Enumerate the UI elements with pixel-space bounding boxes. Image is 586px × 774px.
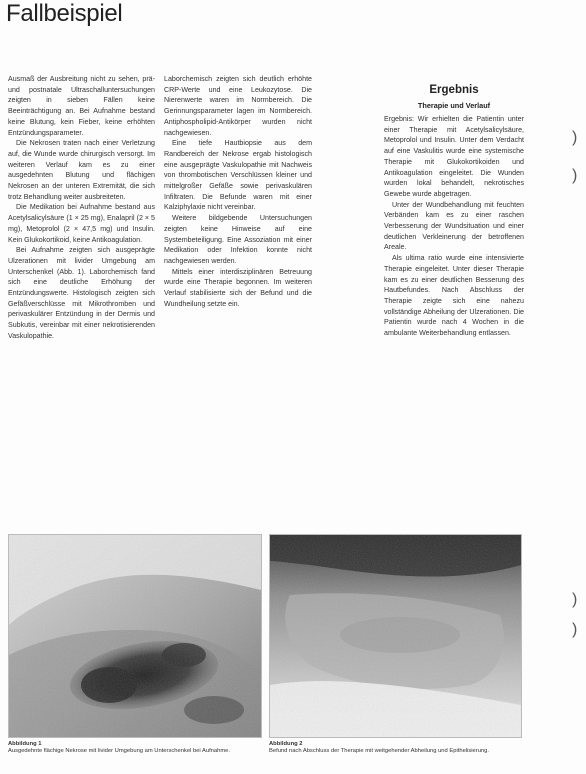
section-title: Fallbeispiel bbox=[6, 0, 123, 27]
paragraph: Ergebnis: Wir erhielten die Patientin unter einer Therapie mit Acetylsalicylsäure, Metoprolol und Insulin. Unter dem Verdacht auf eine Vaskulitis wurde eine systemische Therapie mit Glukokortikoiden und Antikoagulation eingeleitet. Die Wunden wurden lokal behandelt, nekrotisches Gewebe wurde abgetragen. bbox=[384, 115, 524, 198]
skin-lesion-photo bbox=[9, 535, 261, 737]
paragraph: Die Nekrosen traten nach einer Verletzung auf, die Wunde wurde chirurgisch versorgt. Im weiteren Verlauf kam es zu einer ausgedehnten Blutung und flächigen Nekrosen an der unteren Extremität, die sich trotz Behandlung weiter ausbreiteten. bbox=[8, 139, 155, 201]
figure-label: Abbildung 1 bbox=[8, 741, 42, 747]
paragraph: Als ultima ratio wurde eine intensivierte Therapie eingeleitet. Unter dieser Therapie kam es zu einer deutlichen Besserung des Hautbefundes. Nach Abschluss der Therapie zeigte sich eine nahezu vollständige Abheilung der Ulzerationen. Die Patientin wurde nach 4 Wochen in die ambulante Weiterbehandlung entlassen. bbox=[384, 254, 524, 338]
text-column-2 bbox=[164, 74, 312, 522]
paragraph: Die Medikation bei Aufnahme bestand aus Acetylsalicylsäure (1 × 25 mg), Enalapril (2 × 5 mg), Metoprolol (2 × 47,5 mg) und Insulin. Kein Glukokortikoid, keine Antikoagulation. bbox=[8, 203, 155, 244]
margin-bracket-icon: ) bbox=[572, 129, 578, 146]
figure-caption-text: Ausgedehnte flächige Nekrose mit livider Umgebung am Unterschenkel bei Aufnahme. bbox=[8, 748, 231, 754]
paragraph: Unter der Wundbehandlung mit feuchten Verbänden kam es zu einer raschen Verbesserung der Wundsituation und einer deutlichen Verkleinerung der betroffenen Areale. bbox=[384, 200, 524, 252]
paragraph: Bei Aufnahme zeigten sich ausgeprägte Ulzerationen mit livider Umgebung am Unterschenkel (Abb. 1). Laborchemisch fand sich eine deutliche Erhöhung der Entzündungswerte. Histologisch zeigten sich Gefäßverschlüsse mit Mikrothromben und perivaskulärer Entzündung in der Dermis und Subkutis, vereinbar mit einer nekrotisierenden Vaskulopathie. bbox=[8, 246, 155, 340]
text-column-3 bbox=[384, 114, 524, 524]
figure-2-caption bbox=[269, 741, 520, 755]
paragraph: Laborchemisch zeigten sich deutlich erhöhte CRP-Werte und eine Leukozytose. Die Nierenwerte waren im Normbereich. Die Gerinnungsparameter lagen im Normbereich. Antiphospholipid-Antikörper wurden nicht nachgewiesen. bbox=[164, 75, 312, 137]
text-column-1 bbox=[8, 74, 155, 522]
figure-1-photo bbox=[8, 534, 262, 738]
paragraph: Eine tiefe Hautbiopsie aus dem Randbereich der Nekrose ergab histologisch eine ausgeprägte Vaskulopathie mit Nachweis von thrombotischen Verschlüssen kleiner und mittelgroßer Gefäße sowie perivaskulären Infiltraten. Die Befunde waren mit einer Kalziphylaxie nicht vereinbar. bbox=[164, 139, 312, 212]
healed-skin-photo bbox=[270, 535, 521, 737]
figure-2-photo bbox=[269, 534, 522, 738]
paragraph: Mittels einer interdisziplinären Betreuung wurde eine Therapie begonnen. Im weiteren Verlauf stabilisierte sich der Befund und die Wundheilung setzte ein. bbox=[164, 267, 312, 308]
results-subheading: Therapie und Verlauf bbox=[417, 101, 491, 110]
margin-bracket-icon: ) bbox=[572, 591, 578, 608]
figure-label: Abbildung 2 bbox=[269, 741, 303, 747]
margin-bracket-icon: ) bbox=[572, 167, 578, 184]
paragraph: Weitere bildgebende Untersuchungen zeigten keine Hinweise auf eine Systembeteiligung. Eine Assoziation mit einer Medikation oder Infektion konnte nicht nachgewiesen werden. bbox=[164, 214, 312, 265]
figure-1-caption bbox=[8, 741, 260, 755]
figure-caption-text: Befund nach Abschluss der Therapie mit weitgehender Abheilung und Epithelisierung. bbox=[269, 748, 489, 754]
margin-bracket-icon: ) bbox=[572, 621, 578, 638]
results-heading: Ergebnis bbox=[429, 84, 479, 96]
paragraph: Ausmaß der Ausbreitung nicht zu sehen, prä- und postnatale Ultraschalluntersuchungen zeigten in sieben Fällen keine Beeinträchtigung an. Bei Aufnahme bestand keine Blutung, kein Fieber, keine erhöhten Entzündungsparameter. bbox=[8, 75, 155, 137]
